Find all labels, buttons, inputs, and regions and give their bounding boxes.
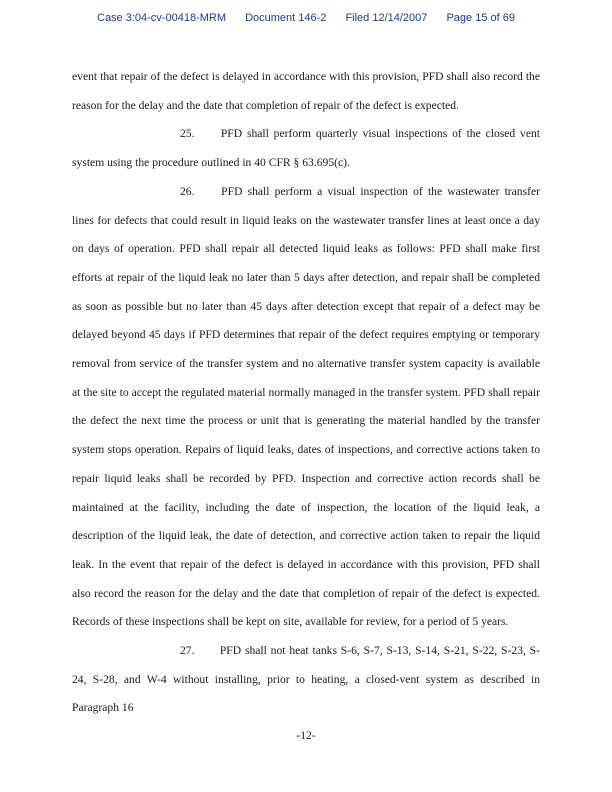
paragraph-text: PFD shall not heat tanks S-6, S-7, S-13, S-14, S-21, S-22, S-23, S-24, S-28, and W-4 without installing, prior to heating, a closed-vent system as described in Paragraph 16 (72, 644, 540, 715)
document-body (72, 63, 540, 723)
paragraph-number: 26. (180, 184, 195, 198)
paragraph-continuation (72, 63, 540, 120)
case-number: Case 3:04-cv-00418-MRM (97, 12, 226, 24)
paragraph-number: 25. (180, 127, 195, 141)
page-number-footer: -12- (296, 729, 316, 742)
document-number: Document 146-2 (245, 12, 327, 24)
paragraph-text: PFD shall perform quarterly visual inspections of the closed vent system using the procedure outlined in 40 CFR § 63.695(c). (72, 127, 540, 170)
court-filing-header (0, 12, 612, 24)
paragraph-text: PFD shall perform a visual inspection of the wastewater transfer lines for defects that could result in liquid leaks on the wastewater transfer lines at least once a day on days of operation. PFD shall repair all detected liquid leaks as follows: PFD shall make first efforts at repair of the liquid leak no later than 5 days after detection, and repair shall be completed as soon as possible but no later than 45 days after detection except that repair of a defect may be delayed beyond 45 days if PFD determines that repair of the defect requires emptying or temporary removal from service of the transfer system and no alternative transfer system capacity is available at the site to accept the regulated material normally managed in the transfer system. PFD shall repair the defect the next time the process or unit that is generating the material handled by the transfer system stops operation. Repairs of liquid leaks, dates of inspections, and corrective actions taken to repair liquid leaks shall be recorded by PFD. Inspection and corrective action records shall be maintained at the facility, including the date of inspection, the location of the liquid leak, a description of the liquid leak, the date of detection, and corrective action taken to repair the liquid leak. In the event that repair of the defect is delayed in accordance with this provision, PFD shall also record the reason for the delay and the date that completion of repair of the defect is expected. Records of these inspections shall be kept on site, available for review, for a period of 5 years. (72, 184, 540, 629)
paragraph-text: event that repair of the defect is delayed in accordance with this provision, PFD shall also record the reason for the delay and the date that completion of repair of the defect is expected. (72, 70, 540, 112)
paragraph-number: 27. (180, 644, 195, 658)
page-count: Page 15 of 69 (446, 12, 515, 24)
paragraph-26 (72, 178, 540, 637)
paragraph-27 (72, 637, 540, 723)
filed-date: Filed 12/14/2007 (345, 12, 428, 24)
paragraph-25 (72, 120, 540, 177)
